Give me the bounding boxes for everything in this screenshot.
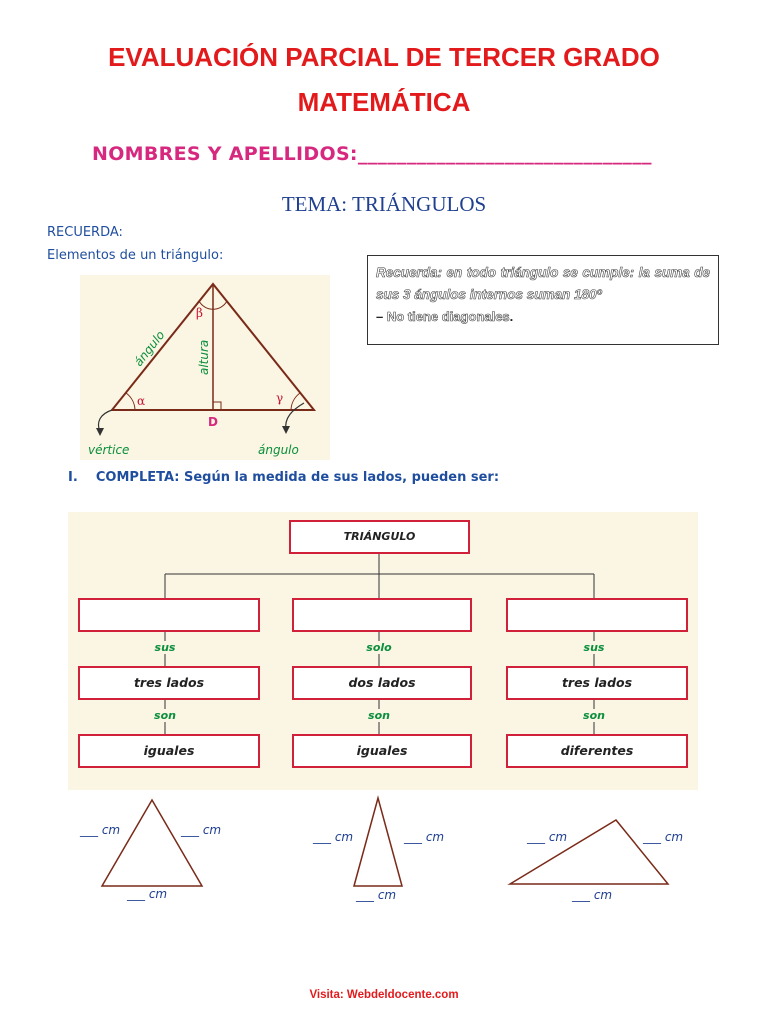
tree-root-box: TRIÁNGULO (289, 520, 470, 554)
reminder-period: . (509, 309, 514, 324)
alpha-label: α (137, 394, 146, 408)
reminder-diagonals-text: No tiene diagonales (386, 309, 510, 324)
side-angle-label: ángulo (131, 328, 168, 369)
vertex-label: vértice (88, 443, 130, 457)
isosceles-triangle (354, 798, 402, 886)
measure-2-left[interactable]: ___ cm (313, 830, 354, 844)
sides-box-1: tres lados (78, 666, 260, 700)
measure-3-left[interactable]: ___ cm (527, 830, 568, 844)
subject-title: MATEMÁTICA (297, 87, 471, 117)
result-box-1: iguales (78, 734, 260, 768)
section-1-heading (68, 470, 499, 485)
measure-3-bottom[interactable]: ___ cm (572, 888, 613, 902)
answer-box-3[interactable] (506, 598, 688, 632)
names-field[interactable]: NOMBRES Y APELLIDOS:______________________________ (92, 143, 652, 165)
measure-1-right[interactable]: ___ cm (181, 823, 222, 837)
topic-title: TEMA: TRIÁNGULOS (281, 192, 487, 216)
gamma-label: γ (276, 391, 284, 405)
answer-box-2[interactable] (292, 598, 472, 632)
section-1-text: : Según la medida de sus lados, pueden ser: (174, 470, 500, 485)
height-label: altura (197, 339, 211, 375)
elements-label: Elementos de un triángulo: (47, 248, 224, 263)
reminder-diagonals (376, 306, 710, 328)
connector-3b: son (564, 709, 624, 722)
reminder-box (367, 255, 719, 345)
reminder-dash: – (376, 309, 384, 324)
connector-1a: sus (135, 641, 195, 654)
beta-label: β (196, 306, 203, 320)
exam-title: EVALUACIÓN PARCIAL DE TERCER GRADO (108, 42, 660, 72)
point-d-label: D (208, 415, 218, 429)
sides-box-3: tres lados (506, 666, 688, 700)
section-1-label: COMPLETA (95, 470, 175, 485)
connector-2a: solo (349, 641, 409, 654)
connector-3a: sus (564, 641, 624, 654)
section-1-number: I. (68, 470, 78, 485)
footer-link[interactable]: Visita: Webdeldocente.com (309, 989, 459, 1001)
measure-1-bottom[interactable]: ___ cm (127, 887, 168, 901)
triangle-elements-diagram (78, 270, 333, 465)
result-box-3: diferentes (506, 734, 688, 768)
equilateral-triangle (102, 800, 202, 886)
angle-label: ángulo (258, 443, 299, 457)
classification-tree-panel (68, 512, 698, 790)
measure-1-left[interactable]: ___ cm (80, 823, 121, 837)
measure-2-right[interactable]: ___ cm (404, 830, 445, 844)
measure-3-right[interactable]: ___ cm (643, 830, 684, 844)
result-box-2: iguales (292, 734, 472, 768)
reminder-text: Recuerda: en todo triángulo se cumple: la suma de sus 3 ángulos internos suman 180º (376, 265, 710, 302)
answer-box-1[interactable] (78, 598, 260, 632)
measure-2-bottom[interactable]: ___ cm (356, 888, 397, 902)
recuerda-heading: RECUERDA: (47, 225, 123, 240)
sides-box-2: dos lados (292, 666, 472, 700)
connector-2b: son (349, 709, 409, 722)
connector-1b: son (135, 709, 195, 722)
